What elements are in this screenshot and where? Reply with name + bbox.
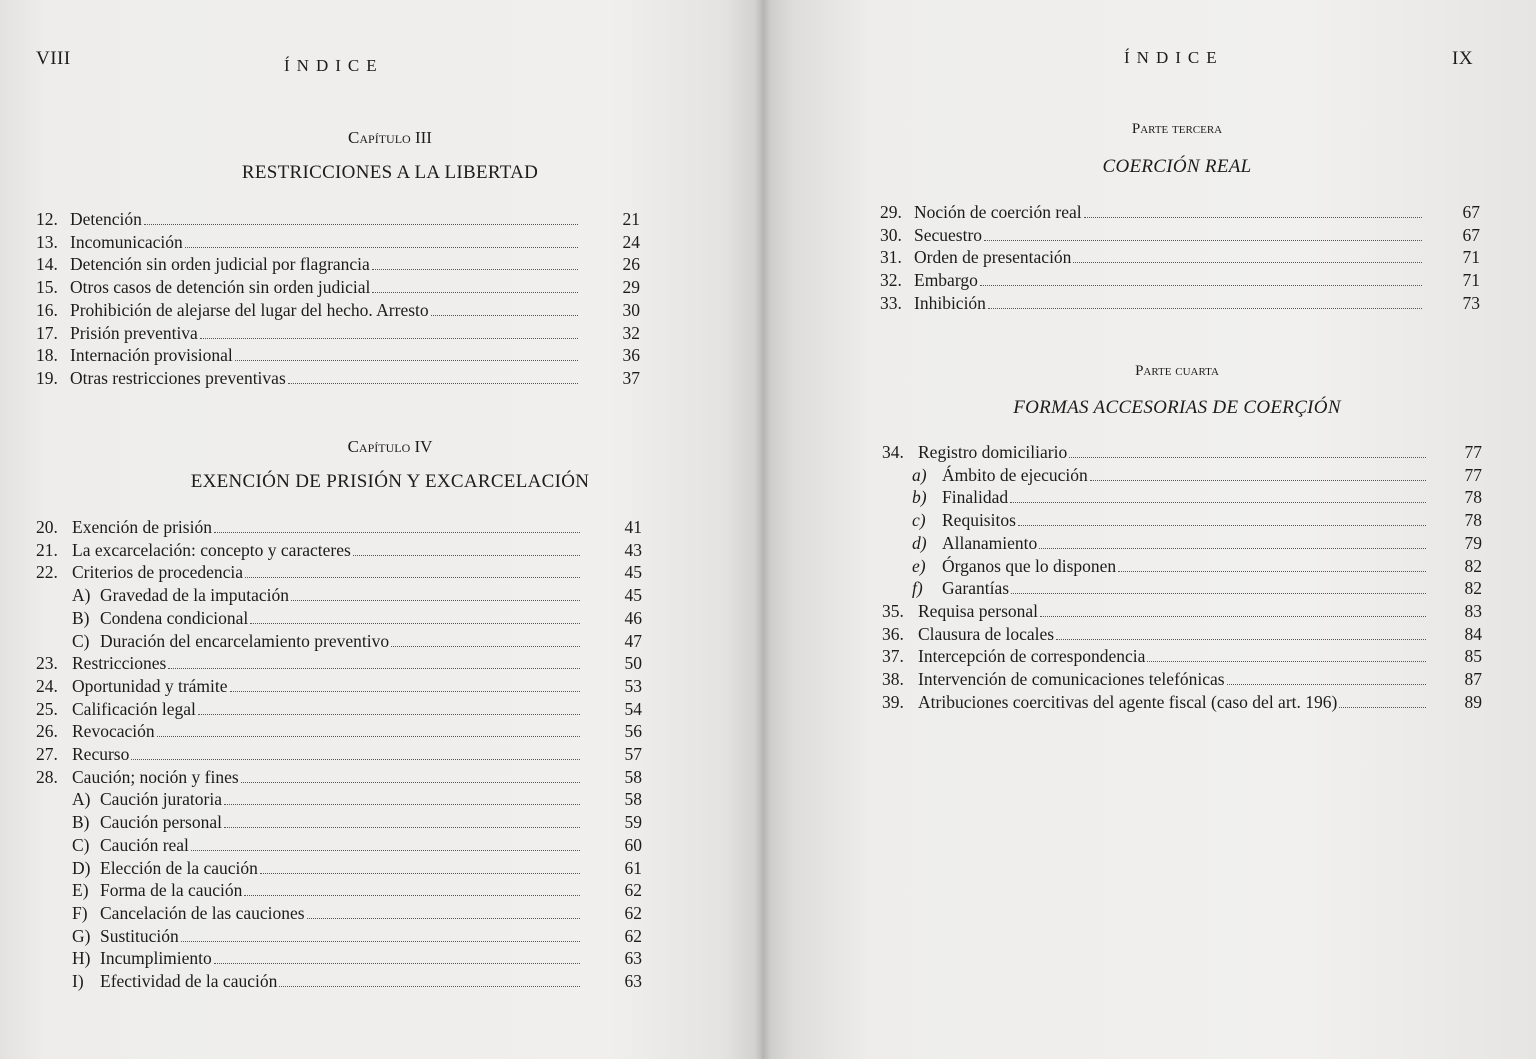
toc-entry-title: Detención xyxy=(70,209,142,229)
part-label: Parte tercera xyxy=(1131,121,1223,137)
toc-entry-number: 30. xyxy=(880,224,902,245)
toc-entry-number: F) xyxy=(72,902,88,923)
dot-leader xyxy=(1227,684,1426,685)
toc-entry-page: 58 xyxy=(624,789,642,810)
toc-entry xyxy=(36,367,640,390)
toc-entry-title: Clausura de locales xyxy=(918,623,1055,644)
dot-leader xyxy=(291,600,580,601)
toc-entry xyxy=(912,509,1482,532)
dot-leader xyxy=(157,736,580,737)
right-page xyxy=(762,0,1536,1059)
toc-entry-page: 61 xyxy=(624,857,642,878)
left-page xyxy=(0,0,762,1059)
toc-entry-title: Oportunidad y trámite xyxy=(72,675,228,696)
toc-entry-title: Requisitos xyxy=(942,510,1016,531)
toc-entry-number: 14. xyxy=(36,254,58,275)
toc-entry-page: 67 xyxy=(1462,224,1480,245)
toc-entry-title: Caución; noción y fines xyxy=(72,766,239,787)
toc-entry-number: B) xyxy=(72,607,90,628)
dot-leader xyxy=(230,691,580,692)
toc-entry xyxy=(72,834,642,857)
toc-entry-page: 63 xyxy=(624,948,642,969)
toc-entry-title: Sustitución xyxy=(100,925,179,946)
chapter-title: EXENCIÓN DE PRISIÓN Y EXCARCELACIÓN xyxy=(190,471,590,492)
toc-entry-title: Allanamiento xyxy=(942,532,1038,553)
toc-entry-page: 82 xyxy=(1464,578,1482,599)
toc-entry xyxy=(36,344,640,367)
toc-entry-page: 26 xyxy=(622,254,640,275)
toc-entry-title: Revocación xyxy=(72,721,155,742)
dot-leader xyxy=(353,555,580,556)
toc-entry-page: 83 xyxy=(1464,600,1482,621)
part-label: Parte cuarta xyxy=(1135,363,1219,379)
toc-entry xyxy=(72,879,642,902)
toc-entry-page: 89 xyxy=(1464,691,1482,712)
toc-entry xyxy=(912,555,1482,578)
toc-entry-page: 63 xyxy=(624,971,642,991)
toc-entry xyxy=(912,532,1482,555)
toc-entry xyxy=(72,607,642,630)
toc-entry xyxy=(72,902,642,925)
toc-entry-number: 15. xyxy=(36,277,58,298)
toc-entry-title: Internación provisional xyxy=(70,345,233,366)
toc-entry-page: 36 xyxy=(622,345,640,366)
toc-entry-title: Criterios de procedencia xyxy=(72,562,244,583)
toc-entry-number: 19. xyxy=(36,367,58,388)
dot-leader xyxy=(1011,593,1426,594)
dot-leader xyxy=(235,360,578,361)
toc-entry-title: Efectividad de la caución xyxy=(100,971,278,991)
dot-leader xyxy=(181,941,580,942)
toc-entry-page: 62 xyxy=(624,902,642,923)
toc-entry-title: La excarcelación: concepto y caracteres xyxy=(72,539,351,560)
toc-entry-number: 26. xyxy=(36,721,58,742)
toc-entry-title: Intercepción de correspondencia xyxy=(918,646,1146,667)
toc-entry-title: Duración del encarcelamiento preventivo xyxy=(100,630,390,651)
dot-leader xyxy=(1090,480,1426,481)
toc-entry xyxy=(72,947,642,970)
toc-entry-number: 23. xyxy=(36,653,58,674)
toc-entry-page: 53 xyxy=(624,675,642,696)
toc-entry-number: d) xyxy=(912,532,927,553)
dot-leader xyxy=(288,383,578,384)
toc-entry-page: 32 xyxy=(622,322,640,343)
toc-entry xyxy=(882,645,1482,668)
toc-entry xyxy=(880,292,1480,315)
toc-entry-number: A) xyxy=(72,789,91,810)
toc-entry-number: 32. xyxy=(880,270,902,291)
toc-entry-page: 60 xyxy=(624,834,642,855)
dot-leader xyxy=(1118,571,1426,572)
dot-leader xyxy=(372,292,578,293)
toc-entry xyxy=(880,246,1480,269)
toc-entry-title: Prisión preventiva xyxy=(70,322,198,343)
dot-leader xyxy=(279,986,580,987)
toc-entry xyxy=(36,539,642,562)
toc-entry-page: 71 xyxy=(1462,270,1480,291)
toc-entry xyxy=(36,299,640,322)
toc-entry-title: Caución personal xyxy=(100,812,222,833)
dot-leader xyxy=(191,850,580,851)
dot-leader xyxy=(1073,262,1422,263)
toc-entry xyxy=(72,630,642,653)
dot-leader xyxy=(1084,217,1422,218)
toc-entry-title: Embargo xyxy=(914,270,978,291)
chapter-title: RESTRICCIONES A LA LIBERTAD xyxy=(241,162,539,183)
right-folio: IX xyxy=(1452,48,1474,69)
toc-entry-number: 28. xyxy=(36,766,58,787)
toc-entry-title: Elección de la caución xyxy=(100,857,258,878)
toc-entry xyxy=(36,322,640,345)
toc-entry-page: 73 xyxy=(1462,292,1480,313)
toc-entry xyxy=(36,652,642,675)
toc-entry-number: I) xyxy=(72,971,84,991)
toc-entry-title: Otros casos de detención sin orden judicial xyxy=(70,277,371,298)
toc-entry-title: Prohibición de alejarse del lugar del hecho. Arresto xyxy=(70,299,429,320)
dot-leader xyxy=(980,285,1422,286)
toc-entry-page: 59 xyxy=(624,812,642,833)
toc-entry-number: D) xyxy=(72,857,91,878)
toc-entry xyxy=(36,698,642,721)
toc-entry-title: Caución juratoria xyxy=(100,789,222,810)
toc-entry-title: Órganos que lo disponen xyxy=(942,555,1117,576)
toc-entry-title: Cancelación de las cauciones xyxy=(100,902,305,923)
toc-entry-number: 37. xyxy=(882,646,904,667)
toc-entry xyxy=(36,516,642,539)
dot-leader xyxy=(372,269,578,270)
toc-entry-page: 62 xyxy=(624,880,642,901)
dot-leader xyxy=(200,338,578,339)
dot-leader xyxy=(168,668,580,669)
toc-entry-page: 78 xyxy=(1464,487,1482,508)
toc-entry-title: Caución real xyxy=(100,834,189,855)
toc-entry-title: Requisa personal xyxy=(918,600,1039,621)
toc-entry-title: Secuestro xyxy=(914,224,983,245)
toc-entry xyxy=(36,766,642,789)
toc-entry-number: 21. xyxy=(36,539,58,560)
dot-leader xyxy=(241,782,580,783)
dot-leader xyxy=(185,247,578,248)
toc-entry-number: 34. xyxy=(882,442,904,462)
toc-entry-page: 71 xyxy=(1462,247,1480,268)
toc-entry-page: 79 xyxy=(1464,532,1482,553)
toc-entry-number: e) xyxy=(912,555,926,576)
toc-entry xyxy=(36,675,642,698)
toc-entry-page: 78 xyxy=(1464,510,1482,531)
toc-entry xyxy=(36,743,642,766)
dot-leader xyxy=(1339,707,1426,708)
toc-entry-number: 16. xyxy=(36,299,58,320)
toc-entry-number: c) xyxy=(912,510,926,531)
toc-entry-title: Detención sin orden judicial por flagrancia xyxy=(70,254,370,275)
chapter-label: Capítulo IV xyxy=(347,437,433,456)
dot-leader xyxy=(1147,661,1426,662)
toc-entry-page: 54 xyxy=(624,698,642,719)
toc-entry-number: 33. xyxy=(880,292,902,313)
dot-leader xyxy=(250,623,580,624)
toc-entry-number: C) xyxy=(72,630,90,651)
toc-entry-title: Intervención de comunicaciones telefónicas xyxy=(918,669,1225,689)
toc-entry-number: 18. xyxy=(36,345,58,366)
toc-entry-number: E) xyxy=(72,880,89,901)
toc-entry-page: 56 xyxy=(624,721,642,742)
dot-leader xyxy=(144,224,578,225)
toc-entry xyxy=(72,811,642,834)
toc-entry-number: A) xyxy=(72,585,91,606)
toc-entry-number: 24. xyxy=(36,675,58,696)
toc-entry xyxy=(36,253,640,276)
toc-entry xyxy=(36,276,640,299)
toc-entry-number: b) xyxy=(912,487,927,508)
toc-entry-number: 35. xyxy=(882,600,904,621)
toc-entry-title: Condena condicional xyxy=(100,607,249,628)
right-running-head: ÍNDICE xyxy=(1124,48,1224,67)
toc-entry xyxy=(72,788,642,811)
toc-entry xyxy=(36,208,640,231)
toc-entry-number: 22. xyxy=(36,562,58,583)
dot-leader xyxy=(988,308,1422,309)
chapter-label: Capítulo III xyxy=(348,128,432,147)
toc-entry-number: 13. xyxy=(36,231,58,252)
toc-entry-title: Exención de prisión xyxy=(72,517,212,537)
toc-entry-title: Incomunicación xyxy=(70,231,183,252)
toc-entry-number: G) xyxy=(72,925,91,946)
toc-entry-page: 30 xyxy=(622,299,640,320)
toc-entry-number: 29. xyxy=(880,202,902,222)
toc-entry xyxy=(912,486,1482,509)
toc-entry-page: 37 xyxy=(622,367,640,388)
toc-entry-number: 36. xyxy=(882,623,904,644)
toc-entry xyxy=(882,600,1482,623)
toc-entry xyxy=(36,231,640,254)
toc-entry-title: Ámbito de ejecución xyxy=(942,464,1088,485)
toc-entry-number: f) xyxy=(912,578,923,599)
dot-leader xyxy=(984,240,1422,241)
dot-leader xyxy=(214,532,580,533)
toc-entry-title: Incumplimiento xyxy=(100,948,212,969)
toc-entry xyxy=(36,720,642,743)
dot-leader xyxy=(1056,639,1426,640)
toc-entry-page: 29 xyxy=(622,277,640,298)
toc-entry xyxy=(72,584,642,607)
dot-leader xyxy=(214,963,580,964)
toc-entry-title: Inhibición xyxy=(914,292,986,313)
toc-entry-page: 45 xyxy=(624,562,642,583)
dot-leader xyxy=(431,315,578,316)
book-gutter xyxy=(755,0,771,1059)
toc-entry-title: Otras restricciones preventivas xyxy=(70,367,286,388)
toc-entry-title: Garantías xyxy=(942,578,1010,599)
toc-entry-page: 67 xyxy=(1462,202,1480,222)
part-title: COERCIÓN REAL xyxy=(1102,156,1252,177)
dot-leader xyxy=(1040,616,1426,617)
toc-entry-number: C) xyxy=(72,834,90,855)
toc-entry-title: Registro domiciliario xyxy=(918,442,1068,462)
toc-entry-page: 58 xyxy=(624,766,642,787)
toc-entry-page: 21 xyxy=(622,209,640,229)
toc-entry xyxy=(36,561,642,584)
toc-entry xyxy=(880,224,1480,247)
toc-entry-title: Restricciones xyxy=(72,653,167,674)
dot-leader xyxy=(245,577,580,578)
toc-entry xyxy=(882,668,1482,691)
toc-entry-number: 31. xyxy=(880,247,902,268)
toc-entry-page: 85 xyxy=(1464,646,1482,667)
toc-entry xyxy=(880,269,1480,292)
dot-leader xyxy=(1039,548,1426,549)
toc-entry-number: a) xyxy=(912,464,927,485)
toc-entry-page: 41 xyxy=(624,517,642,537)
toc-entry-page: 82 xyxy=(1464,555,1482,576)
dot-leader xyxy=(1018,525,1426,526)
toc-entry xyxy=(72,970,642,993)
toc-entry-page: 87 xyxy=(1464,669,1482,689)
toc-entry-page: 46 xyxy=(624,607,642,628)
toc-entry-title: Recurso xyxy=(72,744,130,764)
toc-entry-page: 84 xyxy=(1464,623,1482,644)
toc-entry-number: H) xyxy=(72,948,91,969)
toc-entry-number: 25. xyxy=(36,698,58,719)
toc-entry xyxy=(912,464,1482,487)
dot-leader xyxy=(1010,502,1426,503)
toc-entry xyxy=(72,925,642,948)
toc-entry-number: 17. xyxy=(36,322,58,343)
toc-entry-title: Atribuciones coercitivas del agente fiscal (caso del art. 196) xyxy=(918,691,1338,712)
dot-leader xyxy=(198,714,580,715)
toc-entry xyxy=(882,623,1482,646)
toc-entry-page: 43 xyxy=(624,539,642,560)
toc-entry-number: B) xyxy=(72,812,90,833)
toc-entry-title: Calificación legal xyxy=(72,698,196,719)
dot-leader xyxy=(1069,457,1426,458)
toc-entry xyxy=(912,577,1482,600)
toc-entry-number: 20. xyxy=(36,517,58,537)
dot-leader xyxy=(224,827,580,828)
toc-entry-page: 77 xyxy=(1464,464,1482,485)
toc-entry-number: 38. xyxy=(882,669,904,689)
dot-leader xyxy=(307,918,580,919)
toc-entry-page: 45 xyxy=(624,585,642,606)
toc-entry-number: 27. xyxy=(36,744,58,764)
dot-leader xyxy=(260,873,580,874)
toc-entry-page: 77 xyxy=(1464,442,1482,462)
toc-entry xyxy=(882,691,1482,714)
left-folio: VIII xyxy=(36,48,71,69)
toc-entry-number: 39. xyxy=(882,691,904,712)
dot-leader xyxy=(131,759,580,760)
dot-leader xyxy=(224,804,580,805)
toc-entry-title: Orden de presentación xyxy=(914,247,1072,268)
dot-leader xyxy=(244,895,580,896)
toc-entry xyxy=(72,857,642,880)
toc-entry-title: Finalidad xyxy=(942,487,1009,508)
toc-entry-page: 24 xyxy=(622,231,640,252)
toc-entry-page: 62 xyxy=(624,925,642,946)
toc-entry xyxy=(880,201,1480,224)
toc-entry-title: Forma de la caución xyxy=(100,880,243,901)
toc-entry-title: Noción de coerción real xyxy=(914,202,1082,222)
left-running-head: ÍNDICE xyxy=(284,56,384,75)
toc-entry xyxy=(882,441,1482,464)
toc-entry-page: 47 xyxy=(624,630,642,651)
part-title: FORMAS ACCESORIAS DE COERÇIÓN xyxy=(1013,397,1341,418)
dot-leader xyxy=(391,646,580,647)
toc-entry-number: 12. xyxy=(36,209,58,229)
toc-entry-title: Gravedad de la imputación xyxy=(100,585,290,606)
toc-entry-page: 50 xyxy=(624,653,642,674)
toc-entry-page: 57 xyxy=(624,744,642,764)
